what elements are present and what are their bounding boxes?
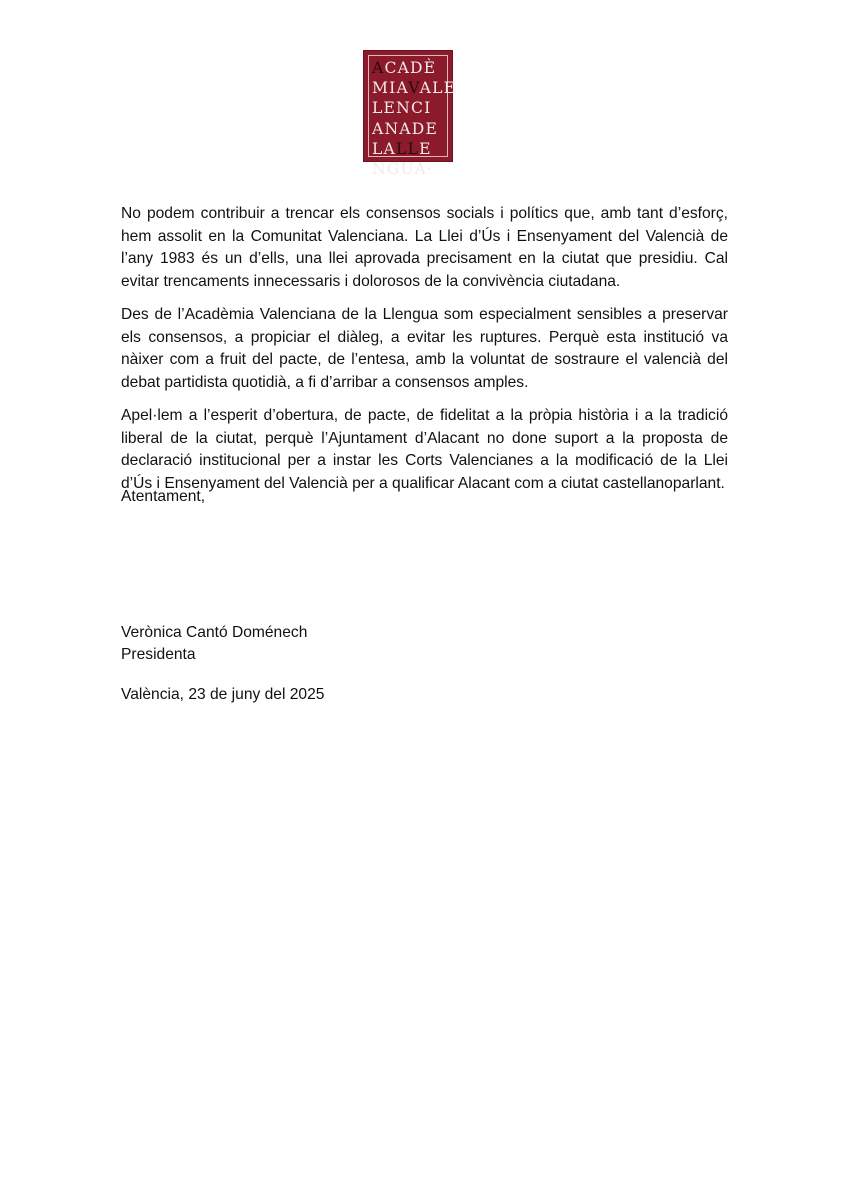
paragraph-consensus: No podem contribuir a trencar els consensos socials i polítics que, amb tant d’esforç, hem assolit en la Comunitat Valenciana. La Llei d’Ús i Ensenyament del Valencià de l’any 1983 és un d’ells, una llei aprovada precisament en la ciutat que presidiu. Cal evitar trencaments innecessaris i dolorosos de la convivència ciutadana. — [121, 205, 728, 290]
signature-block — [121, 622, 307, 666]
letter-body — [121, 203, 728, 506]
logo-frame — [368, 55, 457, 179]
logo-line-6: NGUA· — [372, 160, 433, 179]
salutation: Atentament, — [121, 488, 206, 505]
signatory-title: Presidenta — [121, 646, 196, 663]
signatory-name: Verònica Cantó Doménech — [121, 624, 308, 641]
logo-line-2: MIAVALE — [372, 79, 457, 98]
logo-line-1: ACADÈ — [372, 59, 437, 77]
paragraph-appeal: Apel·lem a l’esperit d’obertura, de pacte, de fidelitat a la pròpia història i a la tradició liberal de la ciutat, perquè l’Ajuntament d’Alacant no done suport a la proposta de declaració institucional per a instar les Corts Valencianes a la modificació de la Llei d’Ús i Ensenyament del Valencià per a qualificar Alacant com a ciutat castellanoparlant. — [121, 407, 728, 492]
place-date: València, 23 de juny del 2025 — [121, 686, 325, 703]
paragraph-academy: Des de l’Acadèmia Valenciana de la Llengua som especialment sensibles a preservar els consensos, a propiciar el diàleg, a evitar les ruptures. Perquè esta institució va nàixer com a fruit del pacte, de l’entesa, amb la voluntat de sostraure el valencià del debat partidista quotidià, a fi d’arribar a consensos amples. — [121, 306, 728, 391]
academy-logo — [363, 50, 457, 179]
logo-line-4: ANADE — [372, 119, 439, 138]
logo-line-3: LENCI — [372, 99, 432, 118]
logo-line-5: LALLE — [372, 139, 432, 158]
